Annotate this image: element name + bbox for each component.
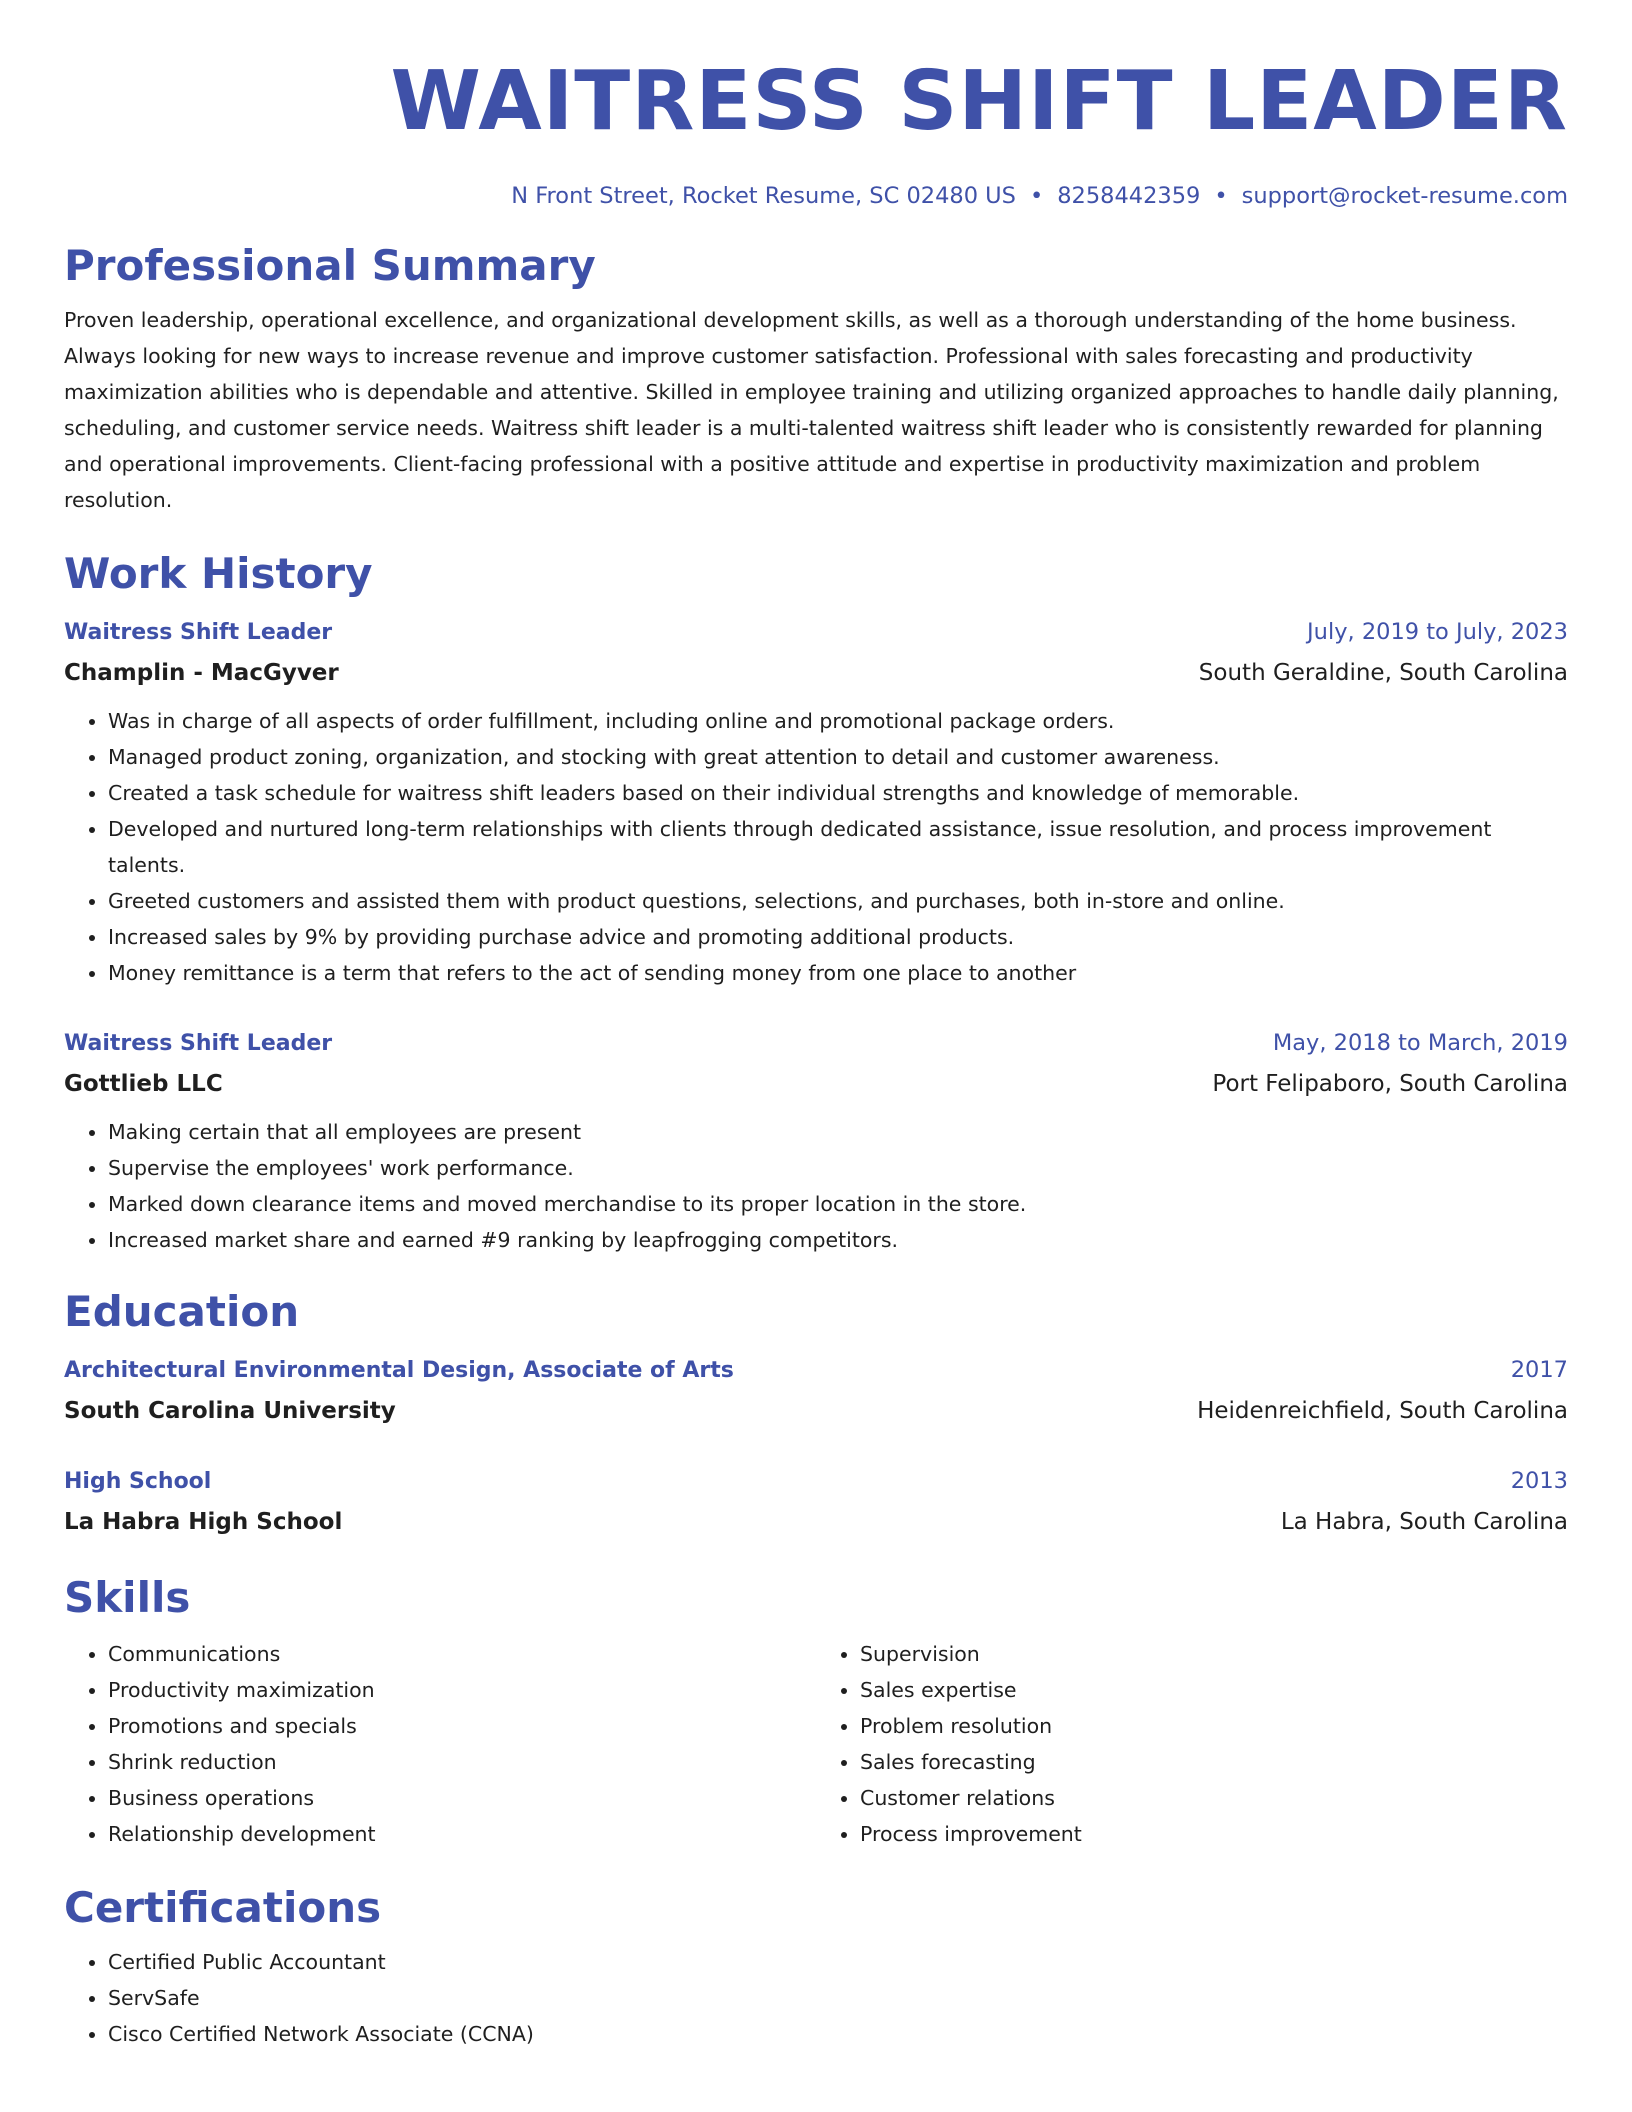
job-dates: July, 2019 to July, 2023 [1307, 619, 1568, 645]
skills-list-left [64, 1636, 816, 1852]
education-entry-header [64, 1461, 1568, 1502]
summary-text: Proven leadership, operational excellence, and organizational development skills, as well as a thorough understanding of the home business. Always looking for new ways to increase revenue and improve customer satisfaction. Professional with sales forecasting and productivity maximization abilities who is dependable and attentive. Skilled in employee training and utilizing organized approaches to handle daily planning, scheduling, and customer service needs. Waitress shift leader is a multi-talented waitress shift leader who is consistently rewarded for planning and operational improvements. Client-facing professional with a positive attitude and expertise in productivity maximization and problem resolution. [64, 308, 1559, 512]
list-item: • Greeted customers and assisted them with product questions, selections, and purchases, both in-store and online. [108, 883, 1568, 919]
education-school: La Habra High School [64, 1509, 343, 1535]
skills-list-right [816, 1636, 1568, 1852]
list-item: • Customer relations [860, 1780, 1568, 1816]
work-entry-header [64, 612, 1568, 653]
contact-separator: • [1214, 183, 1228, 209]
job-company: Gottlieb LLC [64, 1071, 223, 1097]
job-location: South Geraldine, South Carolina [1198, 660, 1568, 686]
education-entry-subheader [64, 1391, 1568, 1431]
list-item: • Developed and nurtured long-term relationships with clients through dedicated assistance, issue resolution, and process improvement talents. [108, 811, 1568, 883]
education-degree: Architectural Environmental Design, Associate of Arts [64, 1358, 734, 1383]
list-item: • Promotions and specials [108, 1708, 816, 1744]
list-item: • Problem resolution [860, 1708, 1568, 1744]
list-item: • Created a task schedule for waitress shift leaders based on their individual strengths and knowledge of memorable. [108, 775, 1568, 811]
certifications-list [64, 1944, 1568, 2052]
list-item: • Certified Public Accountant [108, 1944, 1568, 1980]
education-year: 2013 [1510, 1468, 1568, 1494]
job-dates: May, 2018 to March, 2019 [1272, 1030, 1568, 1056]
contact-phone: 8258442359 [1057, 183, 1201, 209]
list-item: • Making certain that all employees are present [108, 1114, 1568, 1150]
work-entry-subheader [64, 1064, 1568, 1104]
list-item: • Communications [108, 1636, 816, 1672]
list-item: • Increased market share and earned #9 ranking by leapfrogging competitors. [108, 1222, 1568, 1258]
education-location: Heidenreichfield, South Carolina [1197, 1398, 1568, 1424]
list-item: • ServSafe [108, 1980, 1568, 2016]
section-title-certifications: Certifications [64, 1883, 382, 1932]
job-role: Waitress Shift Leader [64, 1031, 333, 1056]
list-item: • Business operations [108, 1780, 816, 1816]
list-item: • Productivity maximization [108, 1672, 816, 1708]
list-item: • Marked down clearance items and moved merchandise to its proper location in the store. [108, 1186, 1568, 1222]
job-company: Champlin - MacGyver [64, 660, 339, 686]
list-item: • Relationship development [108, 1816, 816, 1852]
contact-email[interactable]: support@rocket-resume.com [1241, 183, 1568, 209]
job-location: Port Felipaboro, South Carolina [1212, 1071, 1568, 1097]
list-item: • Money remittance is a term that refers to the act of sending money from one place to another [108, 955, 1568, 991]
education-entry-subheader [64, 1502, 1568, 1542]
list-item: • Increased sales by 9% by providing purchase advice and promoting additional products. [108, 919, 1568, 955]
job-bullets [64, 1114, 1568, 1258]
work-entry-subheader [64, 653, 1568, 693]
education-entry-header [64, 1350, 1568, 1391]
section-title-skills: Skills [64, 1573, 191, 1622]
section-title-education: Education [64, 1287, 300, 1336]
resume-name: WAITRESS SHIFT LEADER [390, 54, 1568, 149]
list-item: • Sales expertise [860, 1672, 1568, 1708]
section-title-work-history: Work History [64, 549, 373, 598]
work-entry-header [64, 1023, 1568, 1064]
list-item: • Shrink reduction [108, 1744, 816, 1780]
education-entry [64, 1350, 1568, 1431]
list-item: • Cisco Certified Network Associate (CCNA) [108, 2016, 1568, 2052]
list-item: • Supervise the employees' work performance. [108, 1150, 1568, 1186]
contact-separator: • [1029, 183, 1044, 209]
list-item: • Managed product zoning, organization, and stocking with great attention to detail and customer awareness. [108, 739, 1568, 775]
skills-grid [64, 1636, 1568, 1852]
section-title-summary: Professional Summary [64, 241, 596, 290]
contact-address: N Front Street, Rocket Resume, SC 02480 US [511, 183, 1016, 209]
list-item: • Was in charge of all aspects of order fulfillment, including online and promotional package orders. [108, 703, 1568, 739]
education-year: 2017 [1510, 1357, 1568, 1383]
list-item: • Supervision [860, 1636, 1568, 1672]
education-entry [64, 1461, 1568, 1542]
job-bullets [64, 703, 1568, 991]
list-item: • Process improvement [860, 1816, 1568, 1852]
job-role: Waitress Shift Leader [64, 620, 333, 645]
education-school: South Carolina University [64, 1398, 396, 1424]
work-entry [64, 612, 1568, 991]
education-degree: High School [64, 1469, 212, 1494]
work-entry [64, 1023, 1568, 1258]
list-item: • Sales forecasting [860, 1744, 1568, 1780]
education-location: La Habra, South Carolina [1280, 1509, 1568, 1535]
contact-line [64, 180, 1568, 212]
